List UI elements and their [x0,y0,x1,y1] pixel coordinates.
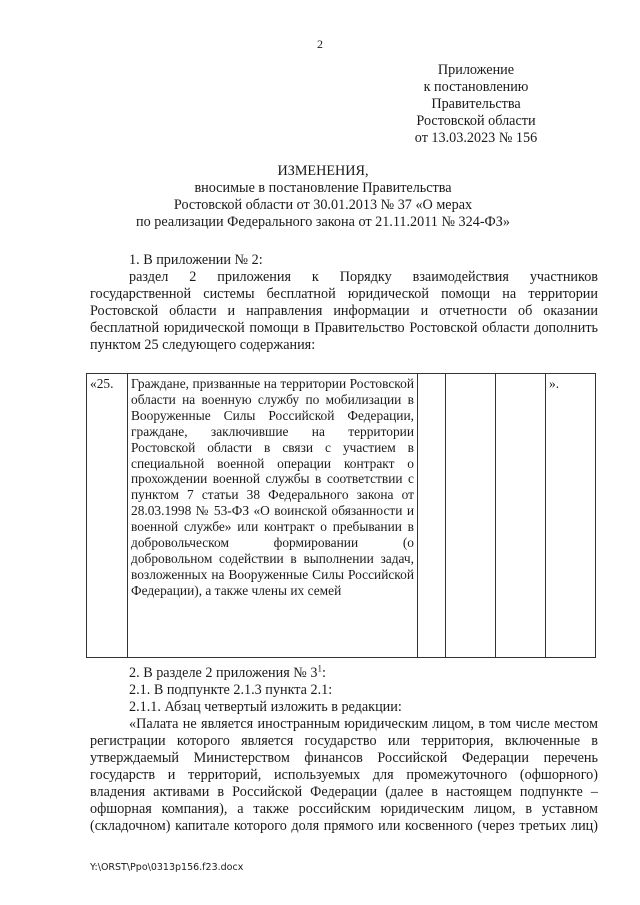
title-line: по реализации Федерального закона от 21.11.2011 № 324-ФЗ» [136,214,510,230]
section-2 [90,665,598,835]
section-2-item: 2. В разделе 2 приложения № $3^1$: [129,663,326,681]
empty-cell [446,374,496,658]
empty-cell [418,374,446,658]
appendix-block [376,62,576,147]
section-1 [90,252,598,354]
section-2-quote: «Палата не является иностранным юридическим лицом, в том числе местом регистрации которого является государство или территория, включенные в утверждаемый Министерством финансов Российской Федерации перечень государств и территорий, используемых для промежуточного (офшорного) владения активами в Российской Федерации (далее в настоящем подпункте – офшорная компания), а также российским юридическим лицом, в уставном (складочном) капитале которого доля прямого или косвенного (через третьих лиц) [90,716,598,834]
section-2-sub2: 2.1.1. Абзац четвертый изложить в редакции: [129,699,402,715]
document-title [90,163,556,231]
row-number-cell: «25. [87,374,128,658]
category-cell: Граждане, призванные на территории Ростовской области на военную службу по мобилизации в Вооруженные Силы Российской Федерации, граждане, заключившие на территории Ростовской области в связи с участием в специальной военной операции контракт о прохождении военной службы в соответствии с пунктом 7 статьи 38 Федерального закона от 28.03.1998 № 53-ФЗ «О воинской обязанности и военной службе» или контракт о пребывании в добровольческом формировании (о добровольном содействии в выполнении задач, возложенных на Вооруженные Силы Российской Федерации), а также члены их семей [128,374,418,658]
file-path-footer: Y:\ORST\Ppo\0313p156.f23.docx [90,862,244,873]
appendix-line: Ростовской области [416,113,536,129]
insert-table [86,373,601,658]
title-line: Ростовской области от 30.01.2013 № 37 «О мерах [173,197,473,213]
appendix-line: Приложение [437,62,515,78]
footnote-mark: 1 [317,663,322,674]
appendix-line: Правительства [431,96,521,112]
spacer-cell [596,374,601,658]
title-heading: ИЗМЕНЕНИЯ, [277,163,369,179]
empty-cell [496,374,546,658]
section-1-item: 1. В приложении № 2: [129,252,263,268]
page-number: 2 [317,37,323,51]
section-2-sub1: 2.1. В подпункте 2.1.3 пункта 2.1: [129,682,333,698]
appendix-line: от 13.03.2023 № 156 [414,130,538,146]
title-line: вносимые в постановление Правительства [194,180,452,196]
section-1-text: раздел 2 приложения к Порядку взаимодействия участников государственной системы бесплатной юридической помощи на территории Ростовской области и направления информации и отчетности об оказании бесплатной юридической помощи в Правительство Ростовской области дополнить пунктом 25 следующего содержания: [90,269,598,353]
end-cell: ». [546,374,596,658]
table-row [87,374,601,658]
appendix-line: к постановлению [423,79,529,95]
